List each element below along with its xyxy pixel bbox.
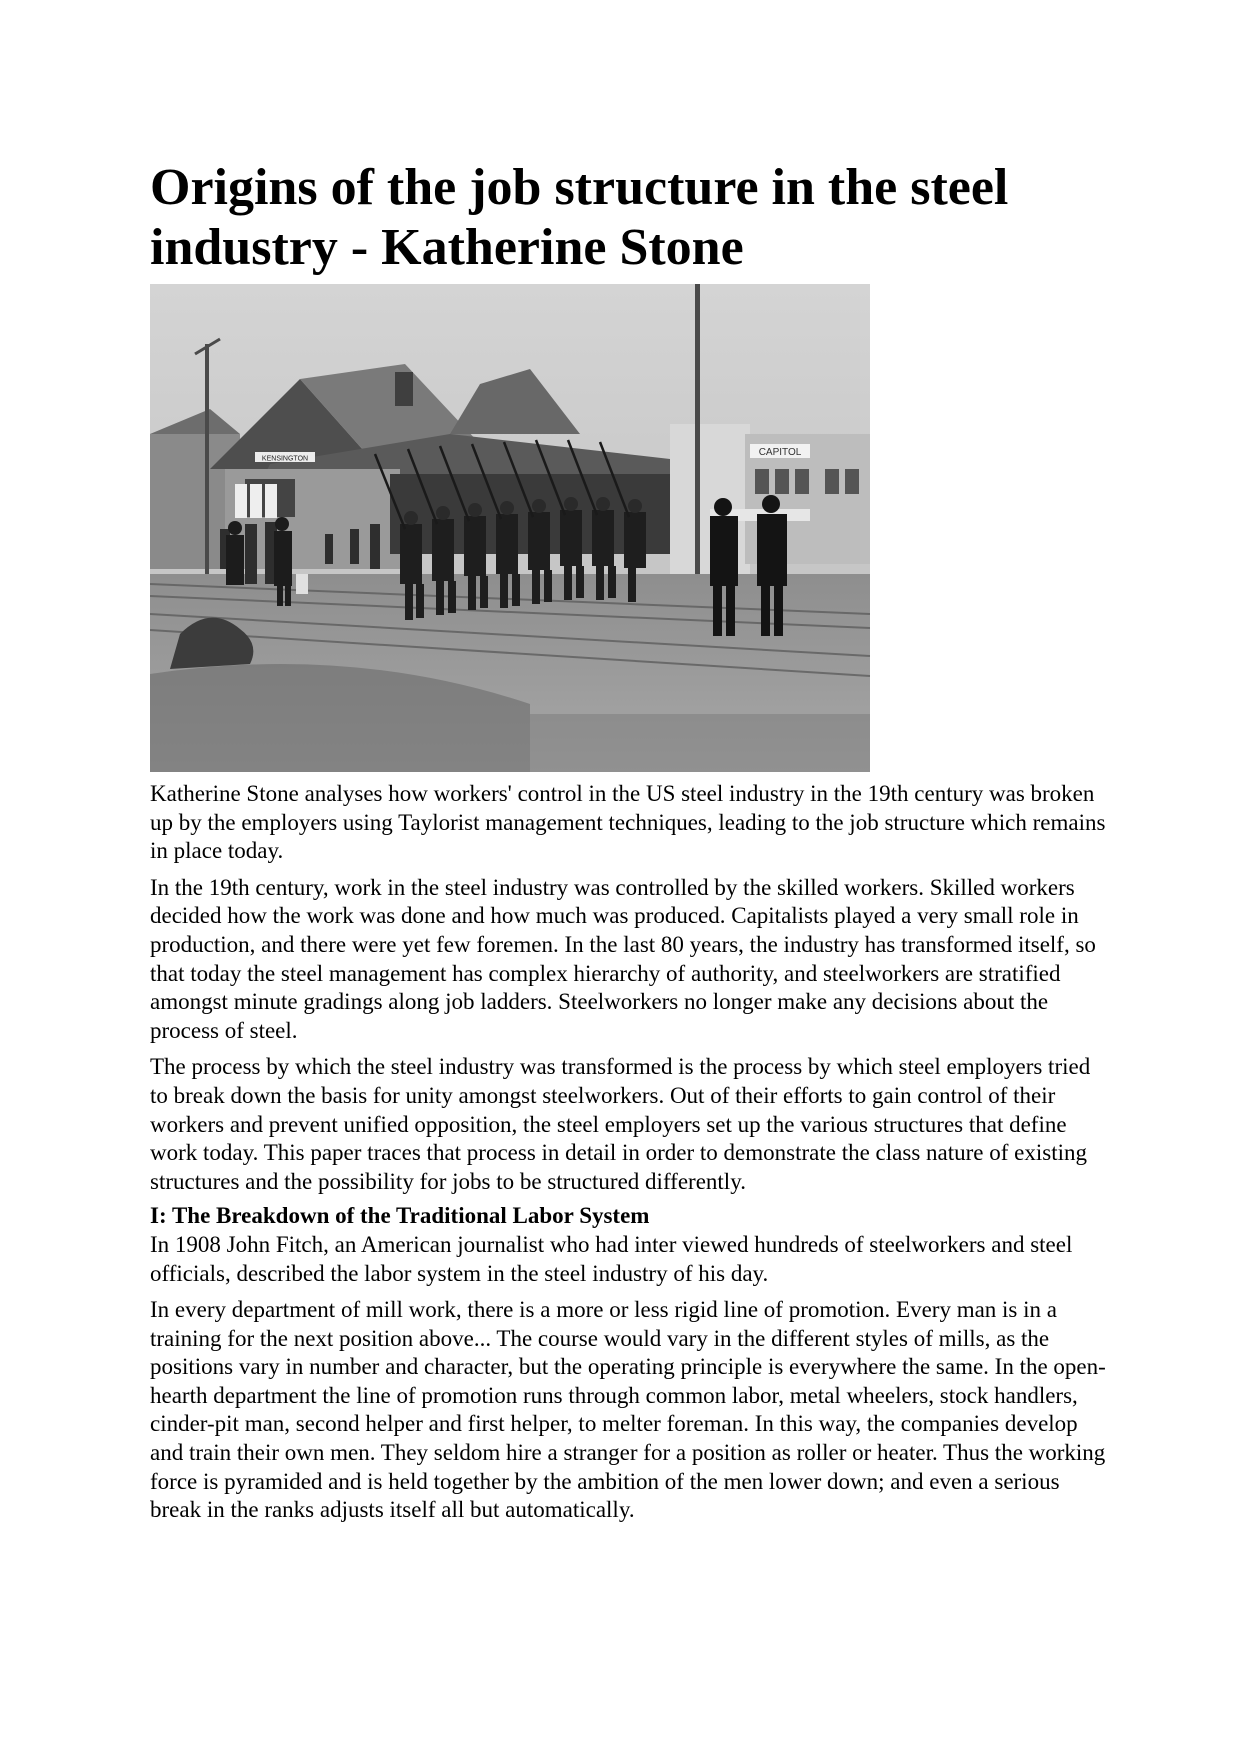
article <box>150 158 1110 1525</box>
intro-paragraph: Katherine Stone analyses how workers' control in the US steel industry in the 19th century was broken up by the employers using Taylorist management techniques, leading to the job structure which remains in place today. <box>150 781 1106 864</box>
paragraph-2: In the 19th century, work in the steel industry was controlled by the skilled workers. Skilled workers decided how the work was done and how much was produced. Capitalists played a very small role in production, and there were yet few foremen. In the last 80 years, the industry has transformed itself, so that today the steel management has complex hierarchy of authority, and steelworkers are stratified amongst minute gradings along job ladders. Steelworkers no longer make any decisions about the process of steel. <box>150 874 1096 1043</box>
article-title-line-2: industry - Katherine Stone <box>150 219 744 276</box>
section-1-paragraph: In 1908 John Fitch, an American journalist who had inter viewed hundreds of steelworkers and steel officials, described the labor system in the steel industry of his day. <box>150 1231 1073 1286</box>
depot-sign-text: KENSINGTON <box>261 455 309 463</box>
article-title <box>150 158 1110 278</box>
article-title-line-1: Origins of the job structure in the steel <box>150 159 1009 216</box>
historical-photo-soldiers-marching <box>150 284 870 772</box>
capitol-sign-text: CAPITOL <box>758 447 802 458</box>
paragraph-3: The process by which the steel industry was transformed is the process by which steel employers tried to break down the basis for unity amongst steelworkers. Out of their efforts to gain control of their workers and prevent unified opposition, the steel employers set up the various structures that define work today. This paper traces that process in detail in order to demonstrate the class nature of existing structures and the possibility for jobs to be structured differently. <box>150 1054 1091 1194</box>
fitch-quote-paragraph: In every department of mill work, there is a more or less rigid line of promotion. Every man is in a training for the next position above... The course would vary in the different styles of mills, as the positions vary in number and character, but the operating principle is everywhere the same. In the open-hearth department the line of promotion runs through common labor, metal wheelers, stock handlers, cinder-pit man, second helper and first helper, to melter foreman. In this way, the companies develop and train their own men. They seldom hire a stranger for a position as roller or heater. Thus the working force is pyramided and is held together by the ambition of the men lower down; and even a serious break in the ranks adjusts itself all but automatically. <box>150 1297 1106 1523</box>
section-1-heading: I: The Breakdown of the Traditional Labor System <box>150 1203 650 1229</box>
